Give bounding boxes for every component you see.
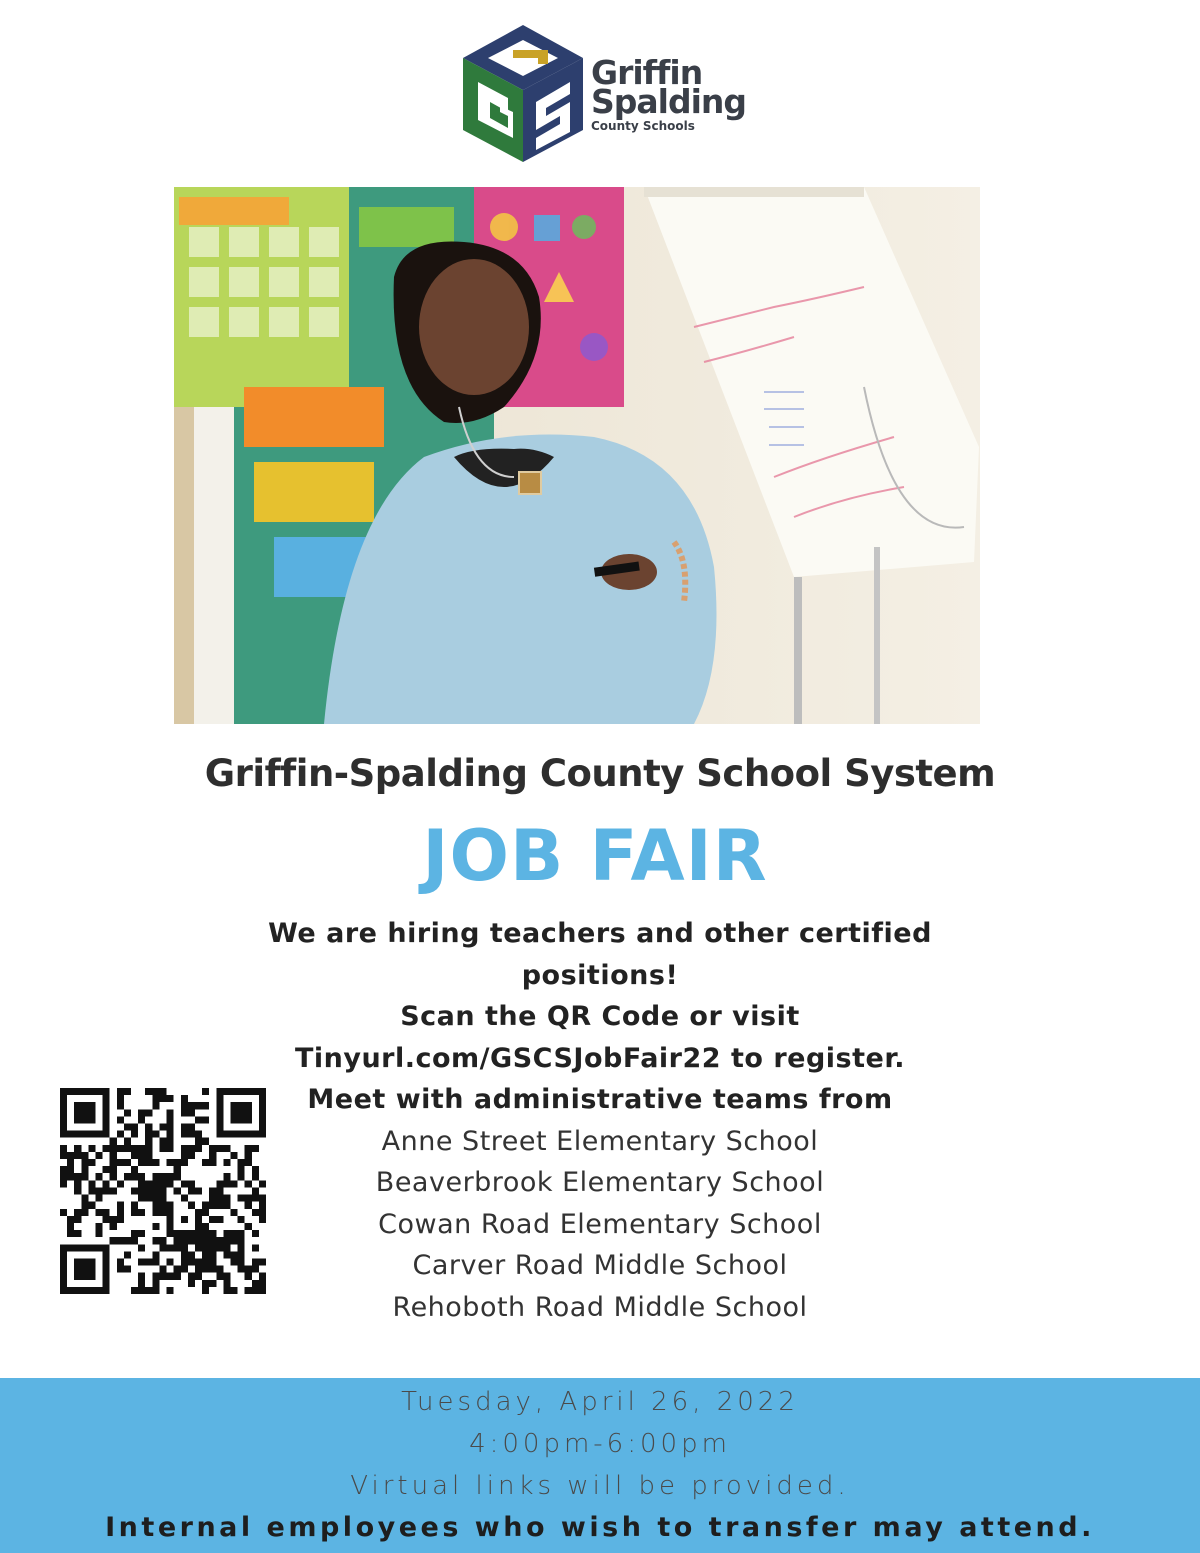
school-item: Carver Road Middle School: [412, 1250, 788, 1281]
school-item: Anne Street Elementary School: [381, 1125, 819, 1157]
logo-line-2: Spalding: [591, 82, 747, 121]
hiring-line-2: positions!: [521, 959, 679, 991]
hiring-line-1: We are hiring teachers and other certified: [268, 918, 932, 949]
school-item: Rehoboth Road Middle School: [392, 1291, 808, 1323]
teacher-classroom-photo: [174, 187, 980, 724]
page-heading: Griffin-Spalding County School System: [204, 752, 996, 795]
event-time: 4:00pm-6:00pm: [469, 1429, 731, 1459]
job-fair-title: JOB FAIR: [422, 815, 768, 897]
logo-wordmark: [591, 53, 747, 133]
event-banner: [0, 1378, 1200, 1553]
school-item: Cowan Road Elementary School: [378, 1208, 822, 1240]
logo-line-1: Griffin: [591, 53, 703, 92]
school-item: Beaverbrook Elementary School: [375, 1167, 825, 1198]
qr-code-icon[interactable]: [60, 1088, 266, 1294]
virtual-note: Virtual links will be provided.: [350, 1471, 850, 1501]
meet-line: Meet with administrative teams from: [307, 1084, 893, 1115]
scan-line: Scan the QR Code or visit: [400, 1001, 800, 1032]
event-date: Tuesday, April 26, 2022: [401, 1387, 799, 1417]
district-logo: [458, 20, 748, 165]
gscs-cube-icon: [458, 20, 588, 165]
register-url-line[interactable]: Tinyurl.com/GSCSJobFair22 to register.: [294, 1042, 906, 1074]
internal-note: Internal employees who wish to transfer may attend.: [105, 1512, 1095, 1543]
logo-line-3: County Schools: [591, 119, 695, 133]
